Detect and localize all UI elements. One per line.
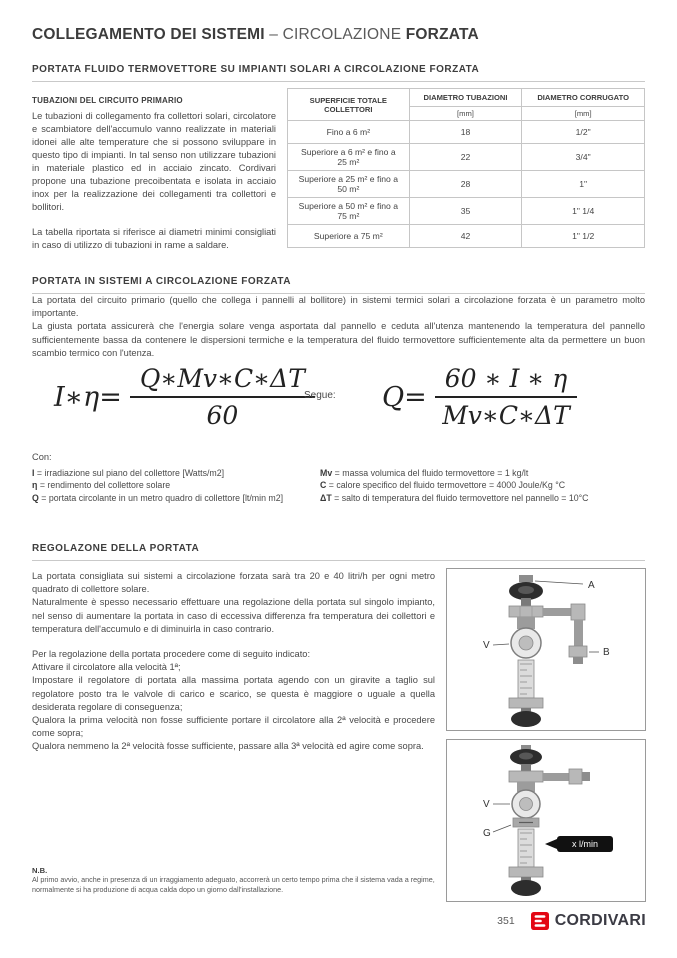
page-title-bold-1: COLLEGAMENTO DEI SISTEMI bbox=[32, 26, 265, 43]
cell-diam: 35 bbox=[409, 198, 522, 225]
page-title-bold-2: FORZATA bbox=[405, 26, 479, 43]
valve-body bbox=[517, 617, 535, 629]
section2-heading: PORTATA IN SISTEMI A CIRCOLAZIONE FORZATA bbox=[32, 276, 645, 294]
section3-paragraph-1: La portata consigliata sui sistemi a circolazione forzata sarà tra 20 e 40 litri/h per ogni metro quadrato di collettore solare. bbox=[32, 571, 435, 595]
sight-glass-tube bbox=[518, 829, 534, 867]
cordivari-logo-icon bbox=[531, 912, 549, 930]
table-row bbox=[288, 198, 645, 225]
flow-indicator bbox=[493, 790, 540, 818]
top-handwheel-valve bbox=[509, 745, 543, 782]
section2-paragraph-1: La portata del circuito primario (quello che collega i pannelli al bollitore) in sistemi termici solari a circolazione forzata è un parametro molto importante. bbox=[32, 295, 645, 319]
label-v: V bbox=[483, 799, 490, 810]
definition-text: = massa volumica del fluido termovettore = 1 kg/lt bbox=[332, 468, 529, 478]
formula-energy-balance bbox=[54, 364, 315, 430]
table-row bbox=[288, 171, 645, 198]
cell-surface: Fino a 6 m² bbox=[288, 121, 410, 144]
formula-flow-rate bbox=[382, 364, 577, 430]
section3-heading: REGOLAZONE DELLA PORTATA bbox=[32, 543, 645, 561]
definition-term: I bbox=[32, 468, 35, 478]
bottom-handwheel-valve bbox=[509, 698, 543, 727]
formula1-denominator: 60 bbox=[206, 401, 239, 430]
definition-term: ΔT bbox=[320, 492, 332, 503]
section1-heading: PORTATA FLUIDO TERMOVETTORE SU IMPIANTI SOLARI A CIRCOLAZIONE FORZATA bbox=[32, 64, 645, 82]
definition-text: = rendimento del collettore solare bbox=[37, 480, 171, 491]
section1-paragraph-1: Le tubazioni di collegamento fra collettori solari, circolatore e scambiatore dell'accumulo vanno realizzate in materiali idonei alle alte temperature che si possono sviluppare in questo tipo di impianti. In tal senso non utilizzare tubazioni in materiale plastico ed in acciaio zincato. Cordivari propone una tubazione precoibentata e isolata in acciaio inox per la realizzazione dei collegamenti tra collettori e bollitori. bbox=[32, 111, 276, 213]
definition-item bbox=[32, 467, 320, 479]
cell-corr: 3/4" bbox=[522, 144, 645, 171]
cell-corr: 1/2" bbox=[522, 121, 645, 144]
side-branch bbox=[543, 604, 599, 664]
cell-diam: 18 bbox=[409, 121, 522, 144]
cell-corr: 1" 1/4 bbox=[522, 198, 645, 225]
definitions-block bbox=[32, 452, 645, 504]
formula2-denominator: Mv∗C∗ΔT bbox=[442, 401, 570, 430]
definition-text: = portata circolante in un metro quadro di collettore [lt/min m2] bbox=[38, 492, 284, 503]
definition-text: = irradiazione sul piano del collettore [Watts/m2] bbox=[34, 468, 225, 478]
definition-text: = salto di temperatura del fluido termovettore nel pannello = 10°C bbox=[331, 492, 589, 503]
side-branch bbox=[543, 769, 590, 784]
definition-term: Mv bbox=[320, 468, 333, 478]
label-g: G bbox=[483, 828, 491, 839]
label-v: V bbox=[483, 640, 490, 651]
definitions-right-column bbox=[320, 467, 589, 504]
valve-adjustment-illustration bbox=[447, 740, 645, 901]
sight-glass-tube bbox=[518, 660, 534, 698]
section2-text bbox=[32, 294, 645, 360]
section2-paragraph-2: La giusta portata assicurerà che l'energia solare venga asportata dal pannello e ceduta all'utenza mantenendo la temperatura del pannello sufficientemente bassa da contenere le dispersioni termiche e la temperatura del fluido termovettore sufficientemente alta da permettere un buon scambio termico con l'utenza. bbox=[32, 321, 645, 358]
section3-paragraph-4: Attivare il circolatore alla velocità 1ª; bbox=[32, 662, 181, 673]
page-title bbox=[32, 26, 479, 44]
nb-text: Al primo avvio, anche in presenza di un irraggiamento adeguato, accorrerà un certo tempo prima che il sistema vada a regime, normalmente si ha produzione di acqua calda dopo un giorno dall'installazione. bbox=[32, 875, 435, 894]
cell-diam: 22 bbox=[409, 144, 522, 171]
top-handwheel-valve bbox=[509, 582, 543, 617]
section3-paragraph-5: Impostare il regolatore di portata alla massima portata agendo con un giravite a taglio sul regolatore posto tra le valvole di carico e scarico, se questa è maggiore o uguale a quella desiderata regolare di conseguenza; bbox=[32, 675, 435, 712]
flow-rate-label: x l/min bbox=[571, 839, 599, 849]
cell-surface: Superiore a 6 m² e fino a 25 m² bbox=[288, 144, 410, 171]
page-footer bbox=[497, 912, 646, 930]
cell-surface: Superiore a 50 m² e fino a 75 m² bbox=[288, 198, 410, 225]
definition-text: = calore specifico del fluido termovettore = 4000 Joule/Kg °C bbox=[326, 480, 566, 491]
flow-regulator-diagram-1 bbox=[446, 568, 646, 731]
table-header-corr: DIAMETRO CORRUGATO bbox=[522, 89, 645, 107]
segue-label: Segue: bbox=[304, 390, 336, 401]
cordivari-logo bbox=[531, 912, 646, 930]
definitions-left-column bbox=[32, 467, 320, 504]
flow-indicator bbox=[493, 628, 541, 658]
formula1-lhs: I∗η= bbox=[54, 381, 122, 413]
table-row bbox=[288, 121, 645, 144]
section3-paragraph-3: Per la regolazione della portata procedere come di seguito indicato: bbox=[32, 648, 311, 659]
section3-text bbox=[32, 570, 435, 753]
definition-item bbox=[32, 479, 320, 491]
section3-paragraph-7: Qualora nemmeno la 2ª velocità fosse sufficiente, passare alla 3ª velocità ed agire come sopra. bbox=[32, 741, 424, 752]
page-number: 351 bbox=[497, 915, 515, 927]
section1-subheading: TUBAZIONI DEL CIRCUITO PRIMARIO bbox=[32, 96, 183, 105]
cell-diam: 42 bbox=[409, 225, 522, 248]
section1-paragraph-2: La tabella riportata si riferisce ai diametri minimi consigliati in caso di utilizzo di tubazioni in rame a saldare. bbox=[32, 227, 276, 251]
table-header-surface: SUPERFICIE TOTALE COLLETTORI bbox=[288, 89, 410, 121]
formula1-fraction bbox=[130, 364, 315, 430]
label-b: B bbox=[603, 647, 610, 658]
section1-left-column bbox=[32, 96, 276, 252]
section3-paragraph-6: Qualora la prima velocità non fosse sufficiente portare il circolatore alla 2ª velocità e procedere come sopra; bbox=[32, 714, 435, 739]
flow-regulator-diagram-2 bbox=[446, 739, 646, 902]
cell-diam: 28 bbox=[409, 171, 522, 198]
bottom-handwheel-valve bbox=[509, 867, 543, 896]
valve-assembly-illustration bbox=[447, 569, 645, 730]
formula2-numerator: 60 ∗ I ∗ η bbox=[435, 364, 577, 398]
nb-note bbox=[32, 866, 444, 894]
nb-title: N.B. bbox=[32, 866, 48, 875]
cell-corr: 1" 1/2 bbox=[522, 225, 645, 248]
definition-item bbox=[320, 467, 589, 479]
table-row bbox=[288, 144, 645, 171]
table-header-row bbox=[288, 89, 645, 107]
cell-surface: Superiore a 25 m² e fino a 50 m² bbox=[288, 171, 410, 198]
table-unit-corr: [mm] bbox=[522, 107, 645, 121]
formula-row bbox=[32, 362, 645, 442]
definition-term: η bbox=[32, 480, 38, 491]
definition-term: C bbox=[320, 480, 327, 491]
page-title-regular: – CIRCOLAZIONE bbox=[264, 26, 406, 43]
definition-item bbox=[32, 492, 320, 504]
cell-surface: Superiore a 75 m² bbox=[288, 225, 410, 248]
table-row bbox=[288, 225, 645, 248]
table-unit-diam: [mm] bbox=[409, 107, 522, 121]
definition-item bbox=[320, 492, 589, 504]
definition-term: Q bbox=[32, 492, 39, 503]
pipe-diameter-table bbox=[287, 88, 645, 248]
table-header-diam: DIAMETRO TUBAZIONI bbox=[409, 89, 522, 107]
brand-name: CORDIVARI bbox=[554, 912, 646, 929]
definitions-intro: Con: bbox=[32, 452, 52, 462]
formula1-numerator: Q∗Mv∗C∗ΔT bbox=[130, 364, 315, 398]
formula2-lhs: Q= bbox=[382, 381, 427, 413]
label-a: A bbox=[588, 580, 595, 591]
formula2-fraction bbox=[435, 364, 577, 430]
definition-item bbox=[320, 479, 589, 491]
section3-paragraph-2: Naturalmente è spesso necessario effettuare una regolazione della portata sul singolo impianto, nel senso di aumentare la portata in caso di eccessiva differenza fra temperatura dei collettori e temperatura dell'accumulo e di diminuirla in caso contrario. bbox=[32, 597, 435, 634]
cell-corr: 1" bbox=[522, 171, 645, 198]
